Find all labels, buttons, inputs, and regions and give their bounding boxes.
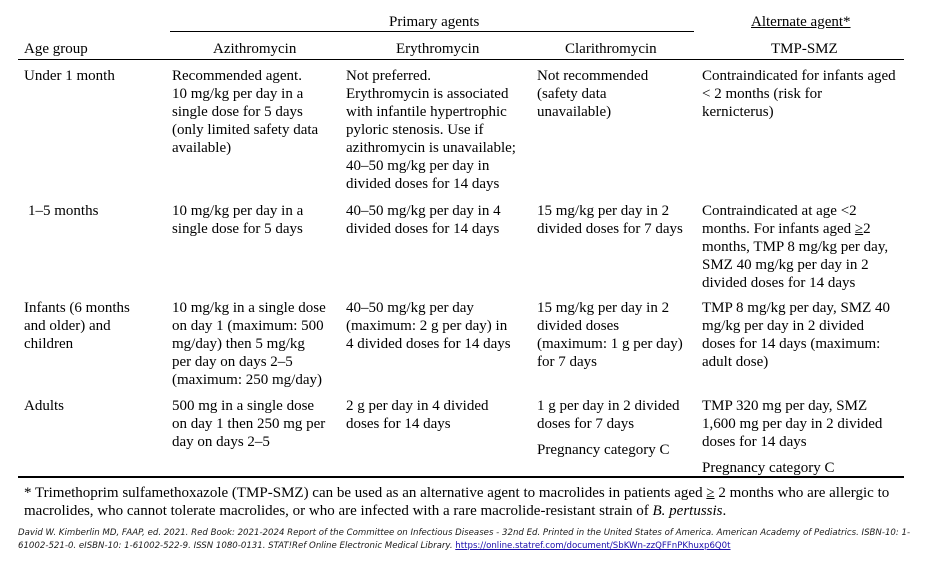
footnote-text-a: * Trimethoprim sulfamethoxazole (TMP-SMZ) can be used as an alternative agent to macrolides in patients aged — [24, 485, 707, 501]
citation-link[interactable]: https://online.statref.com/document/SbKWn-zzQFFnPKhuxp6Q0t — [455, 541, 731, 551]
cell-clarithromycin-1-5-months: 15 mg/kg per day in 2 divided doses for 7 days — [537, 203, 683, 237]
row-age-1-5-months: 1–5 months — [28, 203, 99, 219]
cell-azithromycin-under-1-month: Recommended agent. 10 mg/kg per day in a single dose for 5 days (only limited safety data available) — [172, 68, 319, 156]
cell-tmp-smz-adults: TMP 320 mg per day, SMZ 1,600 mg per day in 2 divided doses for 14 days — [702, 398, 883, 450]
col-header-tmp-smz: TMP-SMZ — [771, 41, 838, 57]
footnote-text-b: 2 months who are allergic to macrolides, who cannot tolerate macrolides, or who are infected with a rare macrolide-resistant strain of — [24, 485, 890, 519]
alternate-agent-header: Alternate agent* — [751, 14, 851, 30]
cell-tmp-smz-1-5-months-text-a: Contraindicated at age <2 months. For infants aged — [702, 203, 857, 237]
cell-tmp-smz-adults-pregnancy-note: Pregnancy category C — [702, 460, 835, 476]
citation-text: David W. Kimberlin MD, FAAP, ed. 2021. Red Book: 2021-2024 Report of the Committee on Infectious Diseases - 32nd Ed. Printed in the United States of America. American Academy of Pediatrics. ISBN-10: 1-61002-521-0. eISBN-10: 1-61002-522-9. ISSN 1080-0131. STAT!Ref Online Electronic Medical Library. — [18, 528, 911, 551]
footnote-organism-name: B. pertussis — [652, 503, 723, 519]
citation — [18, 527, 914, 553]
footnote-text-c: . — [722, 503, 727, 519]
row-age-adults: Adults — [24, 398, 65, 414]
greater-or-equal-symbol: ≥ — [854, 221, 864, 237]
col-header-azithromycin: Azithromycin — [213, 41, 297, 57]
cell-tmp-smz-under-1-month: Contraindicated for infants aged < 2 months (risk for kernicterus) — [702, 68, 896, 120]
col-header-age-group: Age group — [24, 41, 88, 57]
cell-azithromycin-adults: 500 mg in a single dose on day 1 then 250 mg per day on days 2–5 — [172, 398, 326, 450]
cell-clarithromycin-adults-pregnancy-note: Pregnancy category C — [537, 442, 670, 458]
primary-agents-header: Primary agents — [389, 14, 480, 30]
primary-agents-rule — [170, 31, 694, 32]
col-header-erythromycin: Erythromycin — [396, 41, 480, 57]
footnote-greater-or-equal-symbol: ≥ — [706, 485, 715, 501]
row-age-infants-and-children: Infants (6 months and older) and children — [24, 300, 130, 352]
cell-erythromycin-infants-and-children: 40–50 mg/kg per day (maximum: 2 g per day) in 4 divided doses for 14 days — [346, 300, 511, 352]
footnote — [24, 484, 904, 520]
cell-azithromycin-infants-and-children: 10 mg/kg in a single dose on day 1 (maximum: 500 mg/day) then 5 mg/kg per day on days 2–5 (maximum: 250 mg/day) — [172, 300, 326, 388]
cell-clarithromycin-under-1-month: Not recommended (safety data unavailable) — [537, 68, 649, 120]
cell-erythromycin-adults: 2 g per day in 4 divided doses for 14 days — [346, 398, 489, 432]
col-header-clarithromycin: Clarithromycin — [565, 41, 657, 57]
header-rule — [18, 59, 904, 60]
cell-clarithromycin-adults: 1 g per day in 2 divided doses for 7 days — [537, 398, 680, 432]
cell-erythromycin-under-1-month: Not preferred. Erythromycin is associated with infantile hypertrophic pyloric stenosis. Use if azithromycin is unavailable; 40–50 mg/kg per day in divided doses for 14 days — [346, 68, 516, 192]
cell-azithromycin-1-5-months: 10 mg/kg per day in a single dose for 5 days — [172, 203, 304, 237]
table-bottom-rule — [18, 476, 904, 478]
row-age-under-1-month: Under 1 month — [24, 68, 115, 84]
cell-erythromycin-1-5-months: 40–50 mg/kg per day in 4 divided doses for 14 days — [346, 203, 501, 237]
cell-tmp-smz-1-5-months — [702, 202, 912, 292]
cell-tmp-smz-infants-and-children: TMP 8 mg/kg per day, SMZ 40 mg/kg per day in 2 divided doses for 14 days (maximum: adult dose) — [702, 300, 891, 370]
cell-clarithromycin-infants-and-children: 15 mg/kg per day in 2 divided doses (maximum: 1 g per day) for 7 days — [537, 300, 683, 370]
cell-tmp-smz-1-5-months-text-b: 2 months, TMP 8 mg/kg per day, SMZ 40 mg/kg per day in 2 divided doses for 14 days — [702, 221, 889, 291]
